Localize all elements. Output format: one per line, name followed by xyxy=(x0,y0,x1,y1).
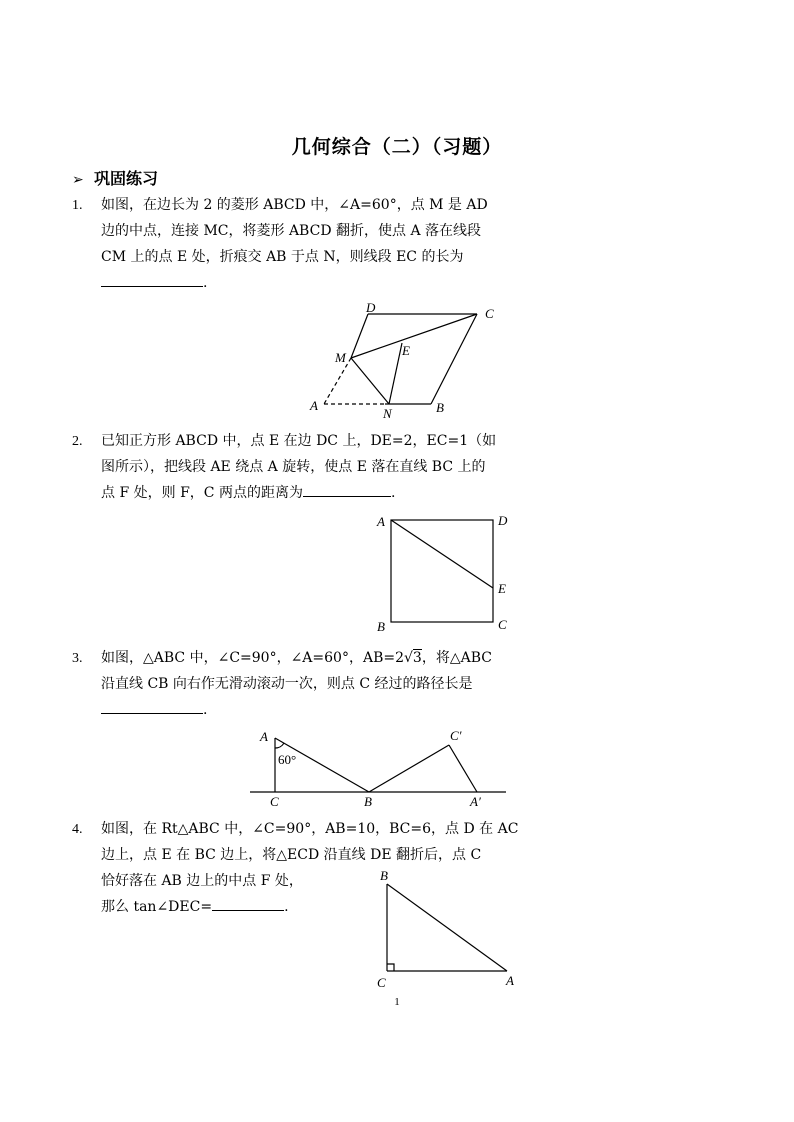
right-angle-mark xyxy=(387,964,394,971)
sqrt-symbol: √ xyxy=(404,650,413,666)
label-D: D xyxy=(498,513,508,528)
question-4-line-3: 恰好落在 AB 边上的中点 F 处， xyxy=(101,873,303,889)
question-4-number: 4. xyxy=(72,822,83,837)
label-E: E xyxy=(402,343,410,358)
arrow-icon: ➢ xyxy=(72,172,84,188)
question-2-line-2: 图所示），把线段 AE 绕点 A 旋转，使点 E 落在直线 BC 上的 xyxy=(101,459,486,475)
label-B: B xyxy=(380,868,388,883)
question-2-number: 2. xyxy=(72,434,83,449)
label-B: B xyxy=(364,794,372,809)
question-3-line-2: 沿直线 CB 向右作无滑动滚动一次，则点 C 经过的路径长是 xyxy=(101,676,473,692)
question-1-line-1: 如图，在边长为 2 的菱形 ABCD 中，∠A=60°，点 M 是 AD xyxy=(101,197,488,213)
label-A: A xyxy=(506,973,514,988)
label-B: B xyxy=(436,400,444,415)
question-1-end: . xyxy=(203,275,208,291)
page-title: 几何综合（二）（习题） xyxy=(291,136,503,158)
label-B: B xyxy=(377,619,385,634)
side-BA xyxy=(387,884,507,971)
label-C-prime: C′ xyxy=(450,728,462,743)
label-A: A xyxy=(260,729,268,744)
question-3-answer-line: . xyxy=(101,697,521,723)
section-label: 巩固练习 xyxy=(94,169,159,188)
label-C: C xyxy=(270,794,279,809)
question-2-line-3: 点 F 处，则 F，C 两点的距离为 . xyxy=(101,480,521,506)
label-A-prime: A′ xyxy=(470,794,481,809)
question-1-line-2: 边的中点，连接 MC，将菱形 ABCD 翻折，使点 A 落在线段 xyxy=(101,223,482,239)
question-3-number: 3. xyxy=(72,651,83,666)
question-4-line-1: 如图，在 Rt△ABC 中，∠C=90°，AB=10，BC=6，点 D 在 AC xyxy=(101,821,519,837)
label-A: A xyxy=(310,398,318,413)
label-C: C xyxy=(377,975,386,990)
page-number: 1 xyxy=(394,996,400,1008)
sqrt-radicand: 3 xyxy=(412,650,422,666)
question-2-line-1: 已知正方形 ABCD 中，点 E 在边 DC 上，DE=2，EC=1（如 xyxy=(101,433,497,449)
question-1-number: 1. xyxy=(72,198,83,213)
label-M: M xyxy=(335,350,346,365)
label-angle: 60° xyxy=(278,752,297,767)
label-N: N xyxy=(383,406,392,421)
question-4-line-4: 那么 tan∠DEC= . xyxy=(101,894,521,920)
question-3-line-1: 如图，△ABC 中，∠C=90°，∠A=60°，AB=2√3，将△ABC xyxy=(101,650,492,666)
label-E: E xyxy=(498,581,506,596)
label-C: C xyxy=(498,617,507,632)
label-A: A xyxy=(377,514,385,529)
question-1-line-3: CM 上的点 E 处，折痕交 AB 于点 N，则线段 EC 的长为 xyxy=(101,249,464,265)
label-D: D xyxy=(366,300,376,315)
label-C: C xyxy=(485,306,494,321)
question-4-line-2: 边上，点 E 在 BC 边上，将△ECD 沿直线 DE 翻折后，点 C xyxy=(101,847,482,863)
